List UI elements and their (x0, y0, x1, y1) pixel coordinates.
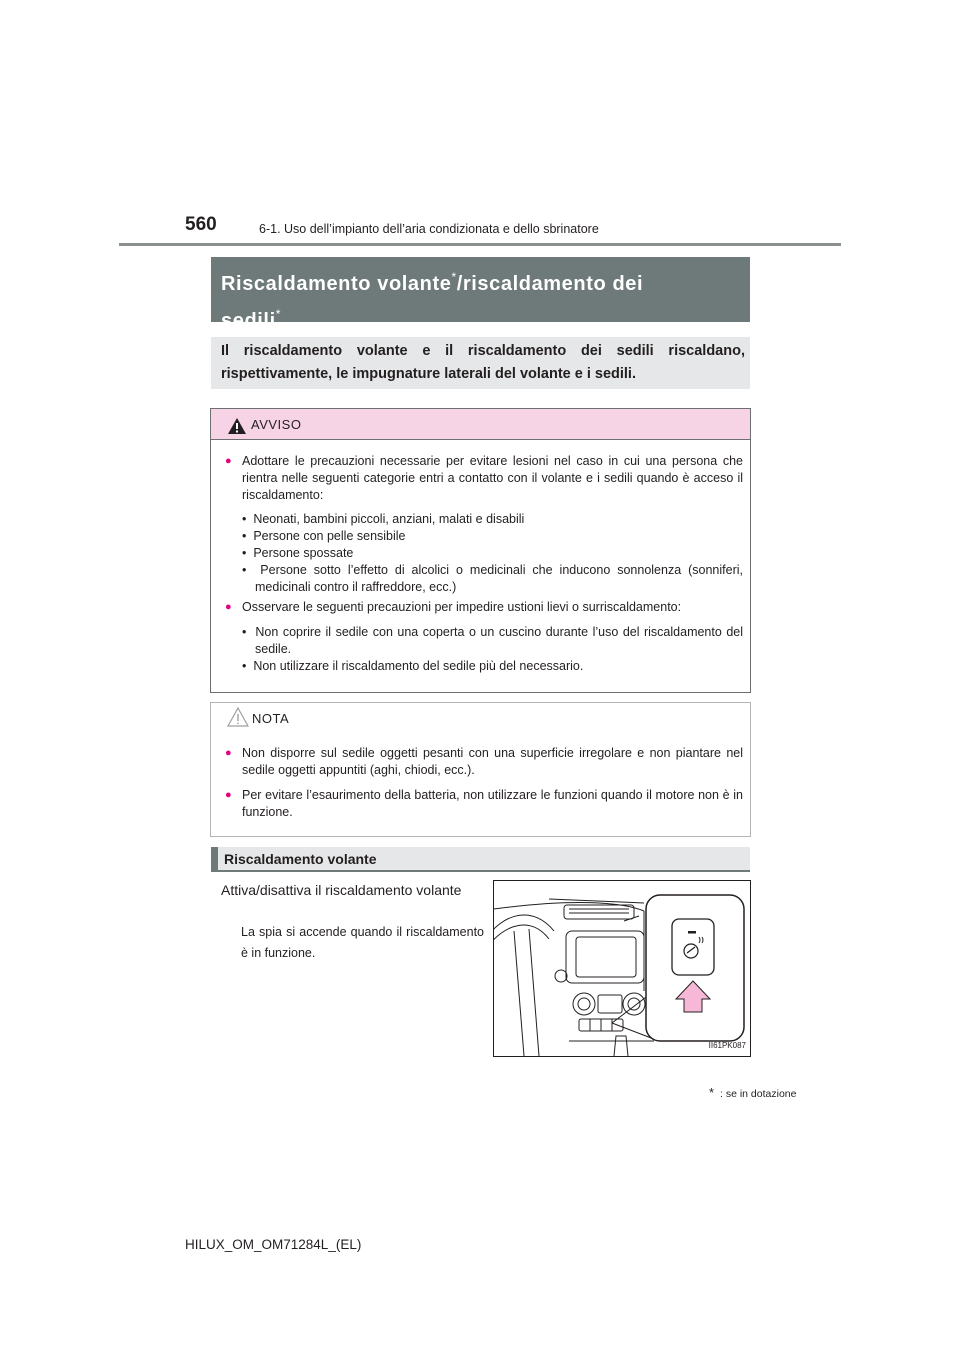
warning-sublist-2 (242, 624, 743, 675)
page-number: 560 (185, 214, 217, 235)
steering-heater-illustration (493, 880, 751, 1057)
note-label: NOTA (252, 711, 290, 726)
list-item: • Neonati, bambini piccoli, anziani, malati e disabili (242, 512, 525, 526)
title-part1: Riscaldamento volante (221, 273, 452, 295)
list-item: • Persone spossate (242, 546, 354, 560)
note-bullet-1-text: Non disporre sul sedile oggetti pesanti con una superficie irregolare e non piantare nel sedile oggetti appuntiti (aghi, chiodi, ecc.). (242, 746, 743, 777)
section-title: 6-1. Uso dell’impianto dell’aria condizionata e dello sbrinatore (259, 222, 599, 236)
warning-bullet-1-text: Adottare le precauzioni necessarie per evitare lesioni nel caso in cui una persona che rientra nelle seguenti categorie entri a contatto con il volante e i sedili quando è acceso il riscaldamento: (242, 454, 743, 502)
document-code: HILUX_OM_OM71284L_(EL) (185, 1237, 362, 1252)
bullet-dot-icon: ● (225, 747, 232, 759)
title-separator: /riscaldamento dei (456, 273, 644, 295)
list-item: • Non utilizzare il riscaldamento del sedile più del necessario. (242, 659, 584, 673)
title-asterisk: * (451, 270, 457, 284)
bullet-dot-icon: ● (225, 601, 232, 613)
header-divider (119, 243, 841, 246)
list-item: • Non coprire il sedile con una coperta o un cuscino durante l’uso del riscaldamento del sedile. (242, 625, 743, 656)
list-item: • Persone con pelle sensibile (242, 529, 406, 543)
bullet-dot-icon: ● (225, 455, 232, 467)
note-bullet-2 (225, 787, 743, 821)
dashboard-drawing (494, 881, 750, 1056)
title-part2: sedili (221, 310, 276, 332)
action-description: La spia si accende quando il riscaldamento è in funzione. (241, 925, 484, 960)
bullet-dot-icon: ● (225, 789, 232, 801)
warning-label: AVVISO (251, 417, 302, 432)
action-text: Attiva/disattiva il riscaldamento volante (221, 882, 462, 898)
intro-text: Il riscaldamento volante e il riscaldamento dei sedili riscaldano, rispettivamente, le impugnature laterali del volante e i sedili. (221, 343, 745, 382)
warning-bullet-1 (225, 453, 743, 504)
illustration-code: II61PK087 (708, 1041, 746, 1050)
note-bullet-1 (225, 745, 743, 779)
subsection-accent-bar (211, 847, 218, 870)
warning-sublist-1 (242, 511, 743, 596)
warning-triangle-filled-icon (227, 417, 247, 440)
page-title (221, 262, 741, 336)
footnote-text: : se in dotazione (720, 1088, 797, 1100)
warning-bullet-2 (225, 599, 743, 616)
footnote-asterisk: * (709, 1085, 715, 1100)
subsection-heading: Riscaldamento volante (224, 851, 377, 867)
warning-triangle-outline-icon (227, 706, 249, 733)
list-item: • Persone sotto l’effetto di alcolici o medicinali che inducono sonnolenza (sonniferi, medicinali contro il raffreddore, ecc.) (242, 563, 743, 594)
note-bullet-2-text: Per evitare l’esaurimento della batteria, non utilizzare le funzioni quando il motore non è in funzione. (242, 788, 743, 819)
title-asterisk-2: * (275, 307, 282, 321)
warning-bullet-2-text: Osservare le seguenti precauzioni per impedire ustioni lievi o surriscaldamento: (242, 600, 682, 614)
subsection-rule (211, 870, 750, 872)
